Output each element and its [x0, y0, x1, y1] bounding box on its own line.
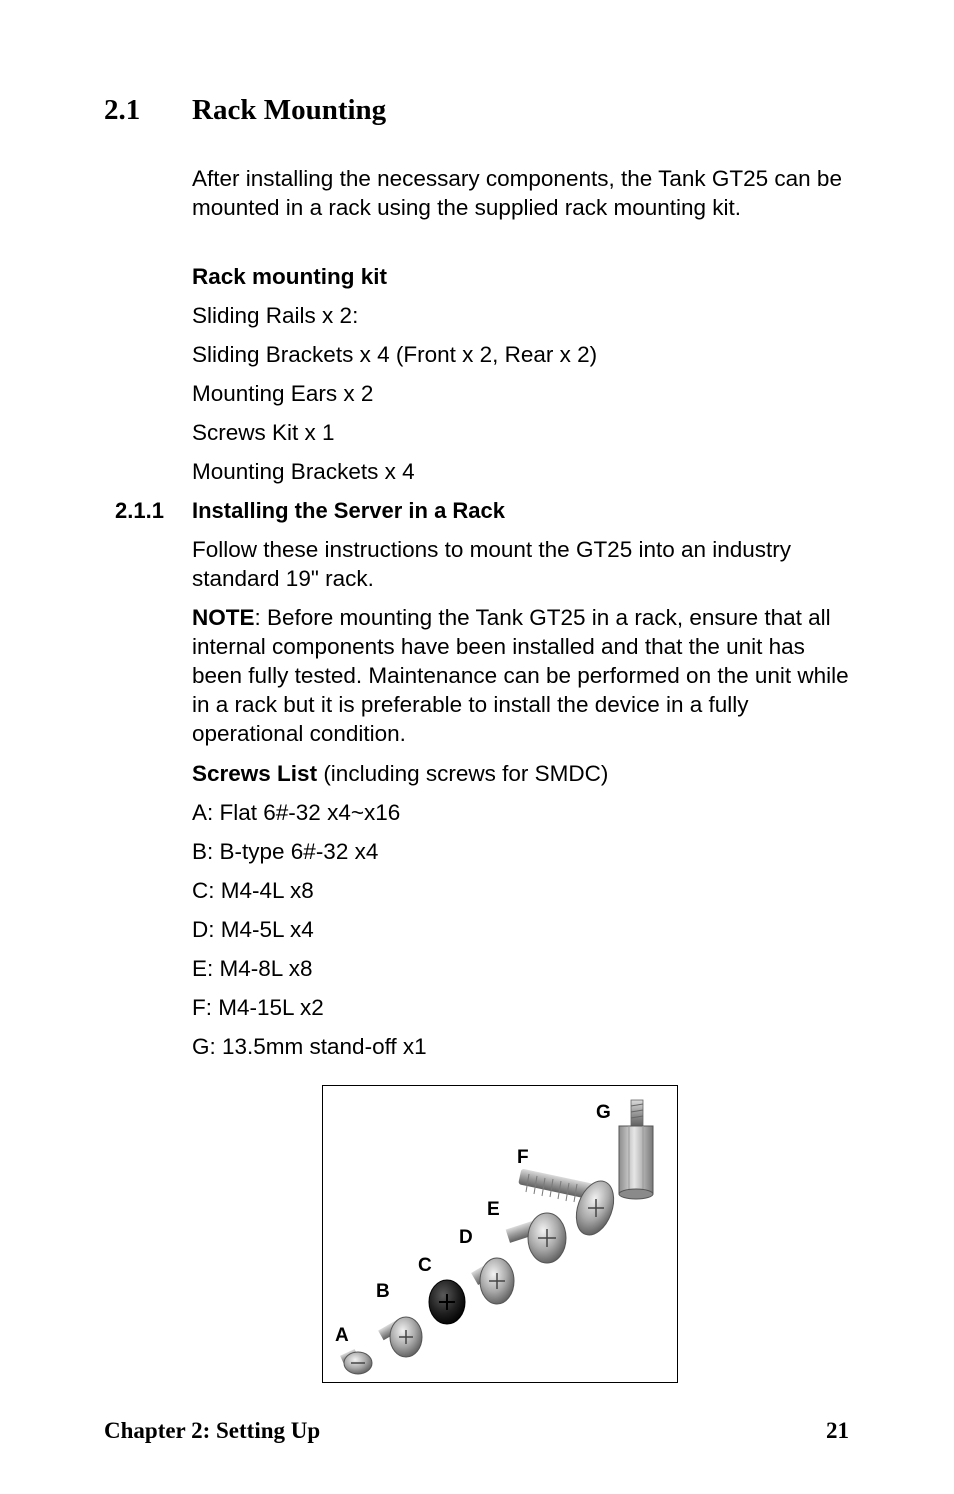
screw-item: E: M4-8L x8	[192, 956, 313, 981]
screws-illustration	[323, 1086, 677, 1382]
screw-a-image	[340, 1349, 372, 1374]
kit-item: Sliding Rails x 2:	[192, 303, 359, 328]
figure-label-c: C	[418, 1255, 432, 1276]
figure-label-f: F	[517, 1147, 529, 1168]
screw-item: G: 13.5mm stand-off x1	[192, 1034, 427, 1059]
figure-label-g: G	[596, 1102, 611, 1123]
figure-label-a: A	[335, 1325, 349, 1346]
note-label: NOTE	[192, 605, 255, 630]
screw-item: F: M4-15L x2	[192, 995, 324, 1020]
screws-heading-label: Screws List	[192, 761, 318, 786]
kit-heading: Rack mounting kit	[192, 264, 388, 289]
kit-item: Sliding Brackets x 4 (Front x 2, Rear x 2)	[192, 342, 598, 367]
screws-heading	[192, 759, 608, 788]
note-text: : Before mounting the Tank GT25 in a rack, ensure that all internal components have been installed and that the unit has been fully tested. Maintenance can be performed on the unit while in a rack but it is preferable to install the device in a fully operational condition.	[192, 605, 849, 746]
section-intro: After installing the necessary components, the Tank GT25 can be mounted in a rack using the supplied rack mounting kit.	[192, 166, 842, 220]
kit-item: Mounting Brackets x 4	[192, 459, 415, 484]
subsection-number: 2.1.1	[115, 498, 164, 523]
figure-label-d: D	[459, 1227, 473, 1248]
screws-heading-suffix: (including screws for SMDC)	[317, 761, 609, 786]
standoff-g-image	[619, 1100, 653, 1199]
note-paragraph	[192, 603, 857, 748]
section-title: Rack Mounting	[192, 94, 387, 126]
screw-c-image	[429, 1280, 465, 1324]
footer-chapter: Chapter 2: Setting Up	[104, 1418, 321, 1443]
screw-item: C: M4-4L x8	[192, 878, 314, 903]
screw-e-image	[506, 1213, 566, 1263]
screw-item: A: Flat 6#-32 x4~x16	[192, 800, 401, 825]
screw-b-image	[378, 1317, 422, 1357]
figure-label-e: E	[487, 1199, 500, 1220]
kit-item: Mounting Ears x 2	[192, 381, 374, 406]
page-number: 21	[826, 1418, 849, 1443]
screw-d-image	[471, 1258, 514, 1304]
screw-item: B: B-type 6#-32 x4	[192, 839, 379, 864]
subsection-intro: Follow these instructions to mount the GT25 into an industry standard 19" rack.	[192, 537, 792, 591]
screw-item: D: M4-5L x4	[192, 917, 314, 942]
kit-item: Screws Kit x 1	[192, 420, 335, 445]
subsection-title: Installing the Server in a Rack	[192, 498, 506, 523]
screws-figure	[322, 1085, 678, 1383]
section-number: 2.1	[104, 94, 141, 126]
figure-label-b: B	[376, 1281, 390, 1302]
